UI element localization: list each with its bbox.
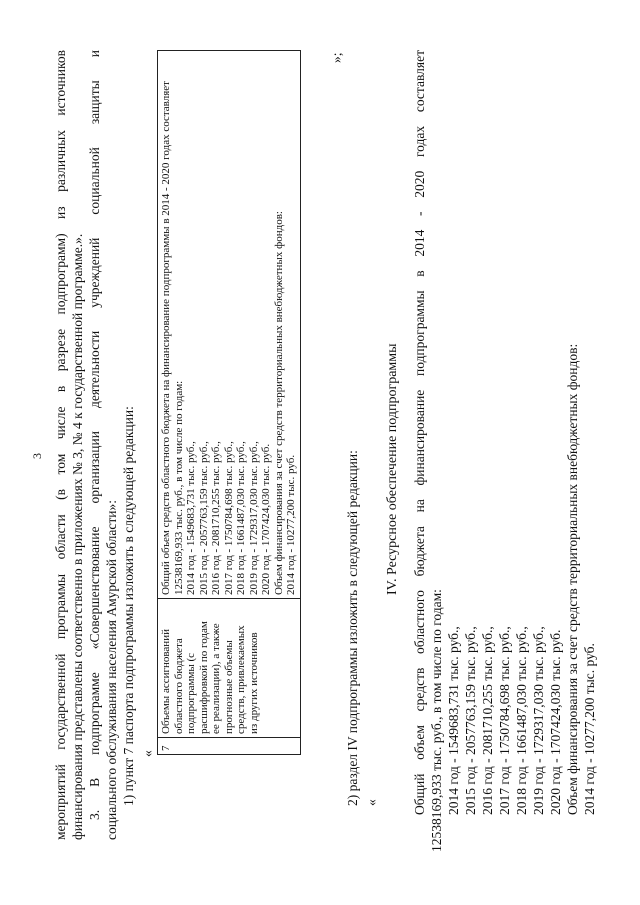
content-line: 12538169,933 тыс. руб., в том числе по годам: [172, 380, 185, 595]
body-line-2: 12538169,933 тыс. руб., в том числе по годам: [429, 589, 444, 852]
passport-table [157, 50, 301, 755]
subprogram-intro-line-2: социального обслуживания населения Амурской области»: [104, 500, 119, 840]
content-line: 2014 год - 1549683,731 тыс. руб., [185, 441, 197, 595]
year-line: 2015 год - 2057763,159 тыс. руб., [463, 626, 478, 815]
year-line: 2014 год - 1549683,731 тыс. руб., [446, 626, 461, 815]
quote-open-2: « [364, 799, 379, 806]
content-line: 2018 год - 1661487,030 тыс. руб., [235, 441, 247, 595]
subprogram-intro-line-1: 3. В подпрограмме «Совершенствование организации деятельности учреждений социальной защиты и [87, 50, 102, 820]
label-line: областного бюджета [172, 638, 185, 734]
body-line-1: Общий объем средств областного бюджета на финансирование подпрограммы в 2014 - 2020 годах составляет [412, 50, 427, 815]
quote-close: »; [329, 52, 344, 63]
label-cell [158, 599, 301, 738]
content-line: Общий объем средств областного бюджета на финансирование подпрограммы в 2014 - 2020 годах составляет [160, 81, 172, 595]
label-line: средств, привлекаемых [235, 625, 247, 734]
label-line: Объемы ассигнований [160, 629, 172, 734]
page-number: 3 [30, 453, 44, 459]
year-line: 2017 год - 1750784,698 тыс. руб., [497, 626, 512, 815]
year-line: 2020 год - 1707424,030 тыс. руб. [548, 629, 563, 815]
label-line: подпрограммы (с [185, 652, 197, 734]
quote-open-1: « [140, 750, 155, 757]
body-extra-line-1: Объем финансирования за счет средств территориальных внебюджетных фондов: [565, 343, 580, 815]
content-line: 2016 год - 2081710,255 тыс. руб., [210, 441, 222, 595]
label-line: из других источников [247, 632, 260, 734]
content-line: 2019 год - 1729317,030 тыс. руб., [247, 441, 260, 595]
year-line: 2019 год - 1729317,030 тыс. руб., [531, 626, 546, 815]
year-line: 2016 год - 2081710,255 тыс. руб., [480, 626, 495, 815]
content-line: 2014 год - 10277,200 тыс. руб. [285, 454, 297, 595]
content-line: Объем финансирования за счет средств территориальных внебюджетных фондов: [272, 211, 285, 595]
top-paragraph-line-1: мероприятий государственной программы области (в том числе в разрезе подпрограмм) из различных источников [53, 50, 68, 840]
label-line: прогнозные объемы [222, 640, 235, 734]
label-line: расшифровкой по годам [197, 621, 210, 734]
body-extra-line-2: 2014 год - 10277,200 тыс. руб. [582, 643, 597, 815]
top-paragraph-line-2: финансирования представлены соответственно в приложениях № 3, № 4 к государственной программе.». [70, 233, 85, 840]
row-number-cell: 7 [158, 738, 301, 755]
content-line: 2020 год - 1707424,030 тыс. руб. [260, 443, 272, 595]
item-1-text: 1) пункт 7 паспорта подпрограммы изложить в следующей редакции: [121, 406, 136, 806]
table-row [158, 51, 301, 755]
label-line: ее реализации), а также [210, 623, 222, 734]
content-line: 2015 год - 2057763,159 тыс. руб., [197, 441, 210, 595]
year-line: 2018 год - 1661487,030 тыс. руб., [514, 626, 529, 815]
section-heading: IV. Ресурсное обеспечение подпрограммы [385, 343, 400, 595]
content-cell [158, 51, 301, 599]
item-2-text: 2) раздел IV подпрограммы изложить в следующей редакции: [345, 450, 360, 806]
content-line: 2017 год - 1750784,698 тыс. руб., [222, 441, 235, 595]
